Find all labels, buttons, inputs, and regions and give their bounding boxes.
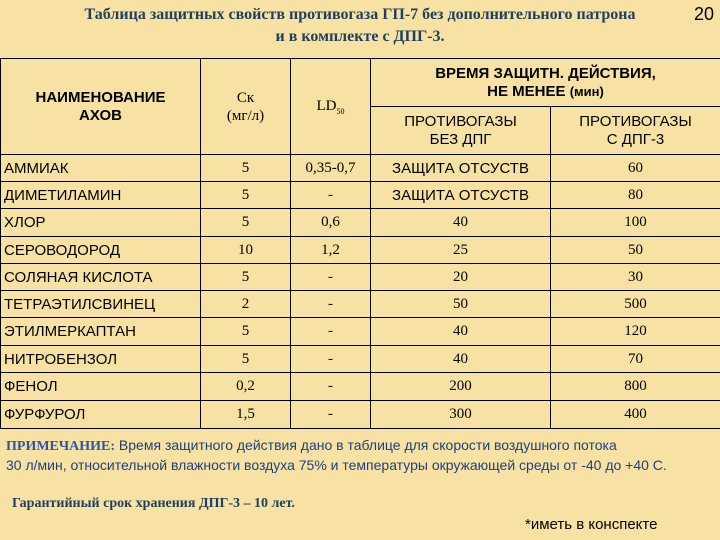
row-with: 800 bbox=[551, 373, 720, 401]
row-with: 60 bbox=[551, 155, 720, 182]
table-row bbox=[1, 155, 720, 182]
table-row bbox=[1, 291, 720, 318]
row-ck: 5 bbox=[201, 209, 291, 237]
row-ld: 0,6 bbox=[291, 209, 371, 237]
header-time-line2a: НЕ МЕНЕЕ bbox=[487, 82, 566, 100]
table-row bbox=[1, 264, 720, 291]
row-ld: - bbox=[291, 318, 371, 346]
row-ld: 1,2 bbox=[291, 237, 371, 264]
row-ck: 1,5 bbox=[201, 401, 291, 429]
row-with: 120 bbox=[551, 318, 720, 346]
row-ld: - bbox=[291, 264, 371, 291]
row-name: ЭТИЛМЕРКАПТАН bbox=[1, 318, 201, 346]
table-row bbox=[1, 318, 720, 346]
row-with: 100 bbox=[551, 209, 720, 237]
header-ld-text: LD bbox=[316, 97, 337, 114]
header-without-line2: БЕЗ ДПГ bbox=[429, 130, 492, 148]
row-name: СОЛЯНАЯ КИСЛОТА bbox=[1, 264, 201, 291]
row-with: 500 bbox=[551, 291, 720, 318]
header-ck-line1: Ск bbox=[236, 89, 255, 106]
row-name: ФЕНОЛ bbox=[1, 373, 201, 401]
row-name: АММИАК bbox=[1, 155, 201, 182]
slide-number: 20 bbox=[693, 4, 714, 24]
row-ck: 2 bbox=[201, 291, 291, 318]
row-name: СЕРОВОДОРОД bbox=[1, 237, 201, 264]
protection-table bbox=[0, 58, 720, 429]
slide-title bbox=[0, 4, 720, 48]
row-ld: - bbox=[291, 373, 371, 401]
row-ck: 5 bbox=[201, 182, 291, 209]
note-text-2: 30 л/мин, относительной влажности воздуха 75% и температуры окружающей среды от -40 до +40 С. bbox=[6, 457, 667, 473]
row-ck: 5 bbox=[201, 155, 291, 182]
header-time bbox=[371, 59, 720, 107]
header-ld50 bbox=[291, 59, 371, 155]
row-ld: - bbox=[291, 291, 371, 318]
row-name: ТЕТРАЭТИЛСВИНЕЦ bbox=[1, 291, 201, 318]
table-row bbox=[1, 209, 720, 237]
row-without: 40 bbox=[371, 209, 551, 237]
row-ld: - bbox=[291, 401, 371, 429]
row-name: ХЛОР bbox=[1, 209, 201, 237]
title-line-1: Таблица защитных свойств противогаза ГП-7 без дополнительного патрона bbox=[84, 6, 636, 23]
header-name-line1: НАИМЕНОВАНИЕ bbox=[35, 88, 166, 106]
row-ld: - bbox=[291, 346, 371, 373]
header-name-line2: АХОВ bbox=[79, 106, 122, 124]
row-with: 50 bbox=[551, 237, 720, 264]
row-name: ДИМЕТИЛАМИН bbox=[1, 182, 201, 209]
note-label: ПРИМЕЧАНИЕ: bbox=[6, 439, 116, 454]
row-with: 30 bbox=[551, 264, 720, 291]
header-ck-line2: (мг/л) bbox=[226, 107, 265, 124]
row-with: 400 bbox=[551, 401, 720, 429]
row-with: 80 bbox=[551, 182, 720, 209]
row-ck: 10 bbox=[201, 237, 291, 264]
row-without: 40 bbox=[371, 318, 551, 346]
header-without-line1: ПРОТИВОГАЗЫ bbox=[404, 112, 517, 130]
row-name: ФУРФУРОЛ bbox=[1, 401, 201, 429]
row-ck: 5 bbox=[201, 318, 291, 346]
table-row bbox=[1, 237, 720, 264]
table-row bbox=[1, 182, 720, 209]
row-ck: 0,2 bbox=[201, 373, 291, 401]
header-with-line1: ПРОТИВОГАЗЫ bbox=[579, 112, 692, 130]
row-without: 25 bbox=[371, 237, 551, 264]
row-without: 200 bbox=[371, 373, 551, 401]
row-name: НИТРОБЕНЗОЛ bbox=[1, 346, 201, 373]
guarantee-note: Гарантийный срок хранения ДПГ-3 – 10 лет. bbox=[12, 496, 295, 511]
title-line-2: и в комплекте с ДПГ-3. bbox=[275, 28, 445, 45]
row-without: ЗАЩИТА ОТСУСТВ bbox=[371, 155, 551, 182]
row-ld: - bbox=[291, 182, 371, 209]
table-row bbox=[1, 373, 720, 401]
memo-note: *иметь в конспекте bbox=[525, 516, 658, 533]
row-ld: 0,35-0,7 bbox=[291, 155, 371, 182]
header-time-line2b: (мин) bbox=[569, 83, 604, 99]
row-with: 70 bbox=[551, 346, 720, 373]
header-ld-sub: 50 bbox=[336, 106, 345, 116]
row-without: 300 bbox=[371, 401, 551, 429]
note bbox=[6, 436, 706, 476]
row-without: 50 bbox=[371, 291, 551, 318]
row-without: 20 bbox=[371, 264, 551, 291]
header-name bbox=[1, 59, 201, 155]
header-without-dpg bbox=[371, 107, 551, 155]
table-row bbox=[1, 401, 720, 429]
table-row bbox=[1, 346, 720, 373]
row-without: ЗАЩИТА ОТСУСТВ bbox=[371, 182, 551, 209]
note-text-1: Время защитного действия дано в таблице для скорости воздушного потока bbox=[115, 437, 617, 453]
row-ck: 5 bbox=[201, 264, 291, 291]
row-ck: 5 bbox=[201, 346, 291, 373]
header-time-line1: ВРЕМЯ ЗАЩИТН. ДЕЙСТВИЯ, bbox=[435, 64, 656, 82]
header-ck bbox=[201, 59, 291, 155]
header-with-line2: С ДПГ-3 bbox=[606, 130, 665, 148]
header-with-dpg bbox=[551, 107, 720, 155]
row-without: 40 bbox=[371, 346, 551, 373]
